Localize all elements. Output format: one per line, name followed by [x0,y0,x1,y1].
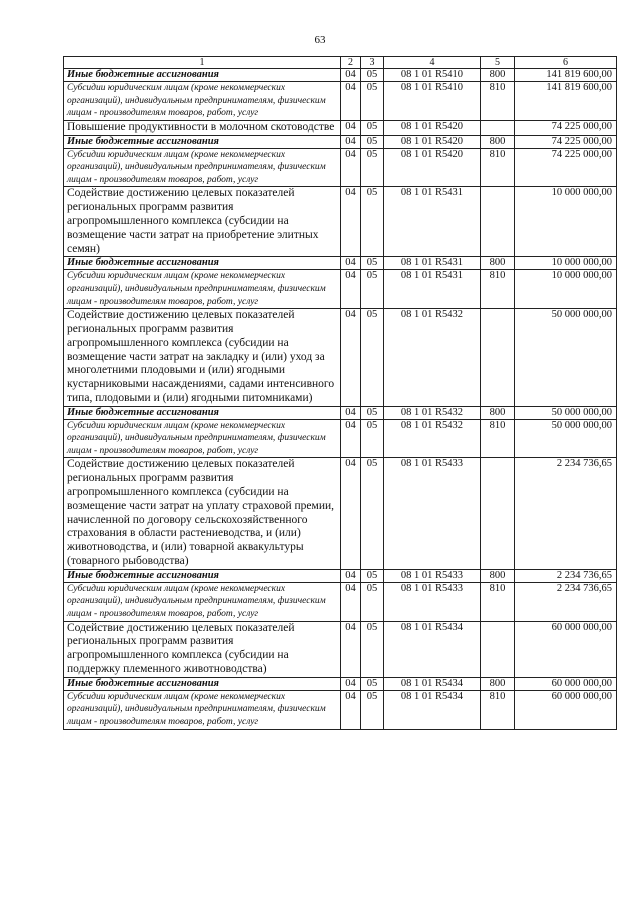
header-cell-2: 2 [341,57,361,69]
row-name-cell: Субсидии юридическим лицам (кроме некоммерческих организаций), индивидуальным предпринимателям, физическим лицам - производителям товаров, работ, услуг [64,270,341,309]
row-section-cell: 04 [341,621,361,677]
row-expense-type-cell: 800 [481,406,515,419]
row-target-article-cell: 08 1 01 R5410 [384,69,481,82]
row-expense-type-cell: 800 [481,569,515,582]
row-name-cell: Содействие достижению целевых показателей региональных программ развития агропромышленного комплекса (субсидии на возмещение части затрат на закладку и (или) уход за многолетними плодовыми и (или) ягодными кустарниковыми насаждениями, садами интенсивного типа, плодовыми и (или) ягодными питомниками) [64,309,341,407]
header-cell-5: 5 [481,57,515,69]
row-amount-cell: 50 000 000,00 [515,406,617,419]
row-amount-cell: 50 000 000,00 [515,309,617,407]
row-amount-cell: 10 000 000,00 [515,187,617,257]
row-expense-type-cell: 800 [481,257,515,270]
row-subsection-cell: 05 [361,406,384,419]
row-section-cell: 04 [341,69,361,82]
row-amount-cell: 60 000 000,00 [515,677,617,690]
row-name-cell: Иные бюджетные ассигнования [64,69,341,82]
row-expense-type-cell [481,120,515,135]
table-header-row [64,57,617,69]
row-expense-type-cell [481,621,515,677]
table-row [64,690,617,729]
row-expense-type-cell: 800 [481,677,515,690]
row-section-cell: 04 [341,120,361,135]
row-expense-type-cell: 810 [481,582,515,621]
table-row [64,82,617,121]
row-subsection-cell: 05 [361,135,384,148]
row-name-cell: Субсидии юридическим лицам (кроме некоммерческих организаций), индивидуальным предпринимателям, физическим лицам - производителям товаров, работ, услуг [64,690,341,729]
row-subsection-cell: 05 [361,309,384,407]
row-expense-type-cell: 810 [481,148,515,187]
row-target-article-cell: 08 1 01 R5434 [384,677,481,690]
row-section-cell: 04 [341,406,361,419]
row-subsection-cell: 05 [361,120,384,135]
row-amount-cell: 10 000 000,00 [515,257,617,270]
row-subsection-cell: 05 [361,621,384,677]
row-amount-cell: 2 234 736,65 [515,582,617,621]
row-name-cell: Субсидии юридическим лицам (кроме некоммерческих организаций), индивидуальным предпринимателям, физическим лицам - производителям товаров, работ, услуг [64,148,341,187]
row-expense-type-cell [481,309,515,407]
budget-table [63,56,617,730]
row-section-cell: 04 [341,419,361,458]
row-target-article-cell: 08 1 01 R5431 [384,187,481,257]
row-name-cell: Содействие достижению целевых показателей региональных программ развития агропромышленного комплекса (субсидии на возмещение части затрат на уплату страховой премии, начисленной по договору сельскохозяйственного страхования в области растениеводства, и (или) животноводства, и (или) товарной аквакультуры (товарного рыбоводства) [64,458,341,569]
table-row [64,309,617,407]
row-target-article-cell: 08 1 01 R5431 [384,257,481,270]
row-target-article-cell: 08 1 01 R5432 [384,419,481,458]
row-target-article-cell: 08 1 01 R5433 [384,582,481,621]
row-name-cell: Иные бюджетные ассигнования [64,135,341,148]
row-amount-cell: 74 225 000,00 [515,120,617,135]
row-expense-type-cell: 810 [481,419,515,458]
row-subsection-cell: 05 [361,257,384,270]
row-amount-cell: 60 000 000,00 [515,690,617,729]
row-target-article-cell: 08 1 01 R5420 [384,120,481,135]
row-target-article-cell: 08 1 01 R5410 [384,82,481,121]
row-amount-cell: 74 225 000,00 [515,135,617,148]
table-row [64,120,617,135]
row-section-cell: 04 [341,309,361,407]
header-cell-1: 1 [64,57,341,69]
table-row [64,621,617,677]
row-subsection-cell: 05 [361,677,384,690]
row-subsection-cell: 05 [361,148,384,187]
table-row [64,569,617,582]
row-section-cell: 04 [341,135,361,148]
row-expense-type-cell: 810 [481,270,515,309]
row-section-cell: 04 [341,187,361,257]
row-subsection-cell: 05 [361,187,384,257]
row-expense-type-cell: 800 [481,135,515,148]
row-expense-type-cell: 800 [481,69,515,82]
row-subsection-cell: 05 [361,458,384,569]
row-amount-cell: 74 225 000,00 [515,148,617,187]
row-amount-cell: 141 819 600,00 [515,69,617,82]
row-subsection-cell: 05 [361,690,384,729]
header-cell-3: 3 [361,57,384,69]
row-section-cell: 04 [341,582,361,621]
row-section-cell: 04 [341,257,361,270]
row-section-cell: 04 [341,270,361,309]
row-section-cell: 04 [341,148,361,187]
row-section-cell: 04 [341,82,361,121]
row-subsection-cell: 05 [361,82,384,121]
row-name-cell: Повышение продуктивности в молочном скотоводстве [64,120,341,135]
table-row [64,419,617,458]
page-number: 63 [314,34,326,46]
table-row [64,677,617,690]
row-amount-cell: 10 000 000,00 [515,270,617,309]
header-cell-4: 4 [384,57,481,69]
row-target-article-cell: 08 1 01 R5432 [384,309,481,407]
row-subsection-cell: 05 [361,582,384,621]
row-subsection-cell: 05 [361,569,384,582]
row-amount-cell: 2 234 736,65 [515,458,617,569]
row-name-cell: Содействие достижению целевых показателей региональных программ развития агропромышленного комплекса (субсидии на поддержку племенного животноводства) [64,621,341,677]
row-name-cell: Субсидии юридическим лицам (кроме некоммерческих организаций), индивидуальным предпринимателям, физическим лицам - производителям товаров, работ, услуг [64,82,341,121]
row-amount-cell: 60 000 000,00 [515,621,617,677]
table-row [64,69,617,82]
row-target-article-cell: 08 1 01 R5420 [384,135,481,148]
row-expense-type-cell: 810 [481,82,515,121]
table-row [64,406,617,419]
row-name-cell: Содействие достижению целевых показателей региональных программ развития агропромышленного комплекса (субсидии на возмещение части затрат на приобретение элитных семян) [64,187,341,257]
row-subsection-cell: 05 [361,419,384,458]
row-target-article-cell: 08 1 01 R5431 [384,270,481,309]
row-amount-cell: 2 234 736,65 [515,569,617,582]
row-amount-cell: 141 819 600,00 [515,82,617,121]
table-row [64,135,617,148]
row-section-cell: 04 [341,458,361,569]
row-section-cell: 04 [341,569,361,582]
row-name-cell: Иные бюджетные ассигнования [64,569,341,582]
row-expense-type-cell: 810 [481,690,515,729]
row-amount-cell: 50 000 000,00 [515,419,617,458]
row-section-cell: 04 [341,677,361,690]
row-name-cell: Иные бюджетные ассигнования [64,677,341,690]
row-expense-type-cell [481,187,515,257]
table-body [64,57,617,730]
row-name-cell: Субсидии юридическим лицам (кроме некоммерческих организаций), индивидуальным предпринимателям, физическим лицам - производителям товаров, работ, услуг [64,582,341,621]
row-target-article-cell: 08 1 01 R5434 [384,621,481,677]
row-target-article-cell: 08 1 01 R5432 [384,406,481,419]
row-name-cell: Иные бюджетные ассигнования [64,406,341,419]
row-target-article-cell: 08 1 01 R5420 [384,148,481,187]
table-row [64,257,617,270]
row-subsection-cell: 05 [361,69,384,82]
table-row [64,582,617,621]
row-expense-type-cell [481,458,515,569]
table-row [64,270,617,309]
table-row [64,187,617,257]
row-subsection-cell: 05 [361,270,384,309]
row-target-article-cell: 08 1 01 R5433 [384,458,481,569]
row-section-cell: 04 [341,690,361,729]
row-target-article-cell: 08 1 01 R5433 [384,569,481,582]
header-cell-6: 6 [515,57,617,69]
row-name-cell: Иные бюджетные ассигнования [64,257,341,270]
row-name-cell: Субсидии юридическим лицам (кроме некоммерческих организаций), индивидуальным предпринимателям, физическим лицам - производителям товаров, работ, услуг [64,419,341,458]
table-row [64,458,617,569]
table-row [64,148,617,187]
row-target-article-cell: 08 1 01 R5434 [384,690,481,729]
